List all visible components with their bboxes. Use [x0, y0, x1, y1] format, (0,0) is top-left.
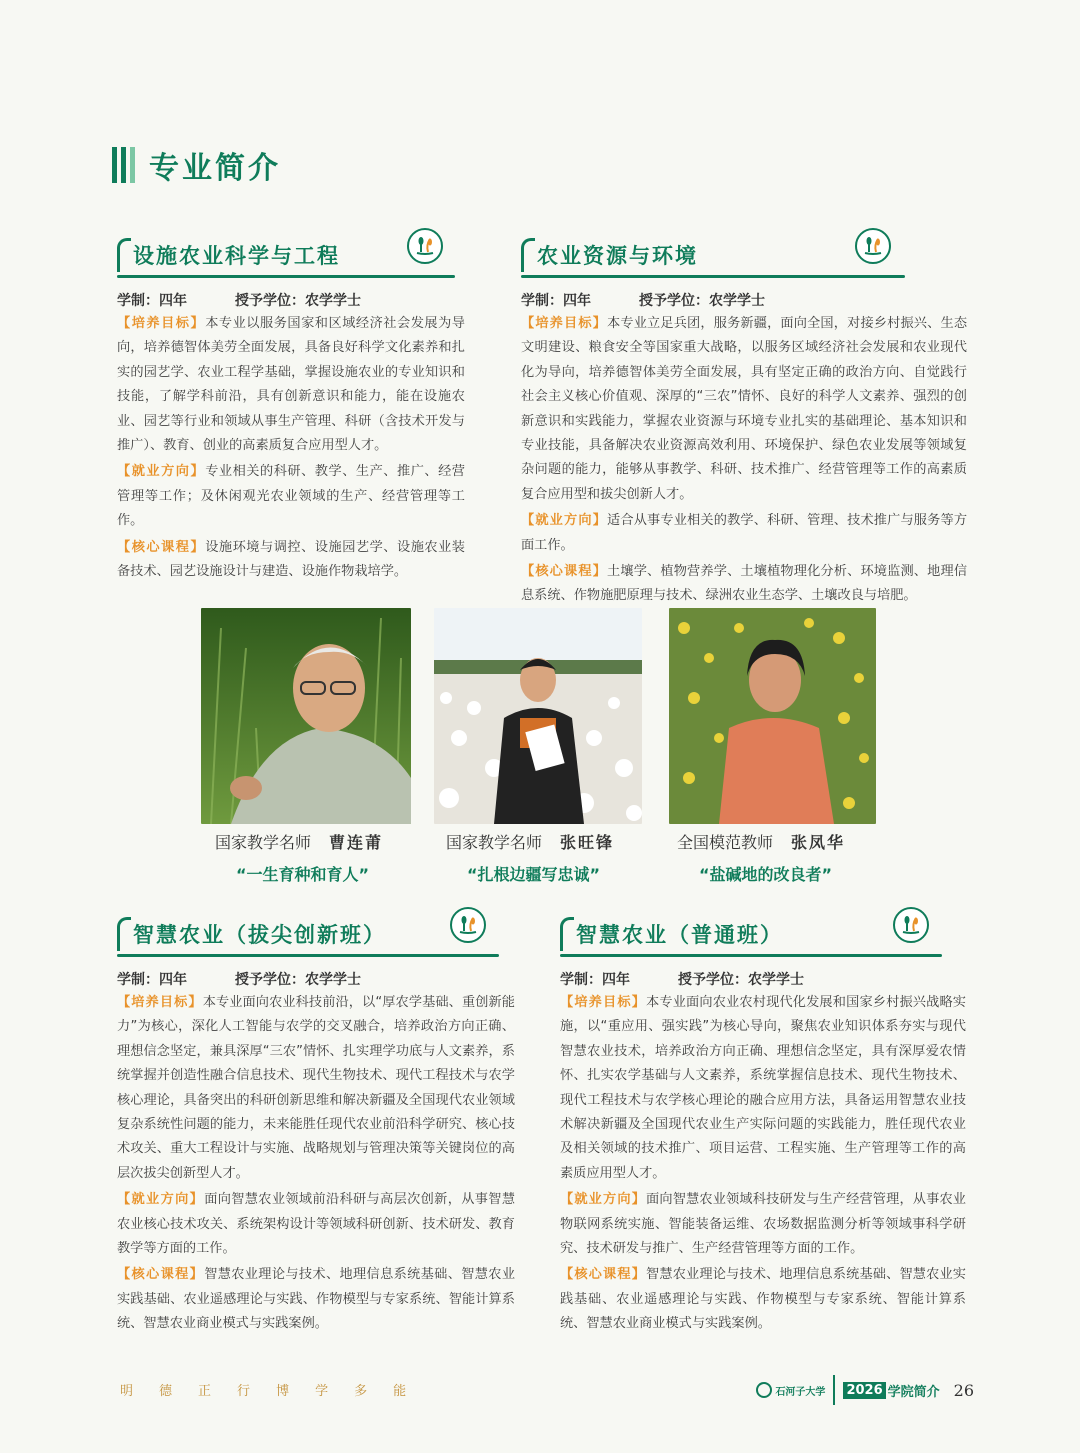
- plant-icon: [855, 228, 891, 264]
- career-paragraph: [117, 1188, 515, 1261]
- courses-paragraph: [560, 1263, 966, 1336]
- program-title: 农业资源与环境: [537, 244, 698, 268]
- university-name: 石河子大学: [775, 1386, 826, 1398]
- career-paragraph: [521, 509, 967, 558]
- degree-label: 授予学位：农学学士: [235, 972, 361, 988]
- program-facility-agriculture: [117, 228, 465, 584]
- motto-char: 明: [120, 1384, 134, 1399]
- motto-char: 行: [237, 1384, 251, 1399]
- teacher-name: 曹连莆: [329, 833, 384, 852]
- duration-label: 学制：四年: [117, 293, 187, 309]
- goal-paragraph: [117, 312, 465, 458]
- teacher-title: 国家教学名师: [215, 833, 312, 852]
- career-tag: 【就业方向】: [117, 1192, 205, 1208]
- courses-tag: 【核心课程】: [560, 1267, 647, 1283]
- degree-label: 授予学位：农学学士: [678, 972, 804, 988]
- courses-paragraph: [521, 560, 967, 609]
- brochure-title: 学院简介: [887, 1384, 940, 1400]
- degree-label: 授予学位：农学学士: [235, 293, 361, 309]
- courses-tag: 【核心课程】: [521, 564, 608, 580]
- plant-icon: [893, 907, 929, 943]
- program-smart-agriculture-elite: [117, 907, 515, 1337]
- teacher-photo-zhang-fenghua: [669, 608, 876, 824]
- teacher-caption: [677, 830, 845, 853]
- goal-paragraph: [117, 991, 515, 1186]
- courses-text: 智慧农业理论与技术、地理信息系统基础、智慧农业实践基础、农业遥感理论与实践、作物模型与专家系统、智能计算系统、智慧农业商业模式与实践案例。: [117, 1267, 516, 1332]
- teacher-photo-cao: [201, 608, 411, 824]
- career-tag: 【就业方向】: [117, 464, 206, 480]
- courses-paragraph: [117, 536, 465, 585]
- plant-icon: [450, 907, 486, 943]
- motto-char: 博: [276, 1384, 290, 1399]
- goal-paragraph: [521, 312, 967, 507]
- degree-label: 授予学位：农学学士: [639, 293, 765, 309]
- career-text: 适合从事专业相关的教学、科研、管理、技术推广与服务等方面工作。: [521, 513, 968, 553]
- goal-tag: 【培养目标】: [117, 316, 206, 331]
- program-meta: [560, 969, 966, 989]
- plant-icon: [407, 228, 443, 264]
- courses-paragraph: [117, 1263, 515, 1336]
- teacher-caption: [215, 830, 383, 853]
- program-meta: [117, 969, 515, 989]
- goal-paragraph: [560, 991, 966, 1186]
- courses-text: 设施环境与调控、设施园艺学、设施农业装备技术、园艺设施设计与建造、设施作物栽培学。: [117, 539, 465, 580]
- footer-divider: [833, 1375, 835, 1405]
- duration-label: 学制：四年: [521, 293, 591, 309]
- teacher-motto: “盐碱地的改良者”: [699, 865, 833, 884]
- motto-char: 多: [354, 1384, 368, 1399]
- section-bars-icon: [112, 147, 135, 183]
- teacher-caption: [446, 830, 614, 853]
- duration-label: 学制：四年: [117, 972, 187, 988]
- courses-tag: 【核心课程】: [117, 1267, 205, 1283]
- program-header: [560, 907, 966, 959]
- page-number: 26: [953, 1380, 974, 1400]
- teacher-name: 张凤华: [791, 833, 846, 852]
- goal-tag: 【培养目标】: [521, 316, 608, 331]
- goal-text: 本专业立足兵团，服务新疆，面向全国，对接乡村振兴、生态文明建设、粮食安全等国家重大战略，以服务区域经济社会发展和农业现代化为导向，培养德智体美劳全面发展，具有坚定正确的政治方向、自觉践行社会主义核心价值观、深厚的“三农”情怀、良好的科学人文素养、强烈的创新意识和实践能力，掌握农业资源与环境专业扎实的基础理论、基本知识和专业技能，具备解决农业资源高效利用、环境保护、绿色农业发展等领域复杂问题的能力，能够从事教学、科研、技术推广、经营管理等工作的高素质复合应用型和拔尖创新人才。: [521, 316, 968, 502]
- program-meta: [117, 290, 465, 310]
- section-title: 专业简介: [149, 151, 281, 186]
- university-emblem-icon: [756, 1382, 772, 1398]
- teacher-motto: “一生育种和育人”: [236, 865, 370, 884]
- teacher-motto: “扎根边疆写忠诚”: [467, 865, 601, 884]
- footer-motto: [120, 1380, 406, 1399]
- teacher-photo-zhang-wangfeng: [434, 608, 642, 824]
- career-text: 面向智慧农业领域科技研发与生产经营管理，从事农业物联网系统实施、智能装备运维、农场数据监测分析等领域事科学研究、技术研发与推广、生产经营管理等方面的工作。: [560, 1192, 966, 1257]
- motto-char: 德: [159, 1384, 173, 1399]
- courses-text: 智慧农业理论与技术、地理信息系统基础、智慧农业实践基础、农业遥感理论与实践、作物模型与专家系统、智能计算系统、智慧农业商业模式与实践案例。: [560, 1267, 966, 1332]
- goal-text: 本专业面向农业科技前沿，以“厚农学基础、重创新能力”为核心，深化人工智能与农学的交叉融合，培养政治方向正确、理想信念坚定，兼具深厚“三农”情怀、扎实理学功底与人文素养，系统掌握并创造性融合信息技术、现代生物技术、现代工程技术与农学核心理论，具备突出的科研创新思维和解决新疆及全国现代农业领域复杂系统性问题的能力，未来能胜任现代农业前沿科学研究、核心技术攻关、重大工程设计与实施、战略规划与管理决策等关键岗位的高层次拔尖创新型人才。: [117, 995, 515, 1181]
- courses-tag: 【核心课程】: [117, 539, 206, 555]
- career-text: 专业相关的科研、教学、生产、推广、经营管理等工作；及休闲观光农业领域的生产、经营管理等工作。: [117, 464, 465, 529]
- goal-tag: 【培养目标】: [117, 995, 203, 1010]
- brochure-year: 2026: [843, 1382, 885, 1399]
- duration-label: 学制：四年: [560, 972, 630, 988]
- motto-char: 学: [315, 1384, 329, 1399]
- program-title: 智慧农业（普通班）: [576, 923, 783, 947]
- program-smart-agriculture-regular: [560, 907, 966, 1337]
- teacher-title: 国家教学名师: [446, 833, 543, 852]
- program-meta: [521, 290, 967, 310]
- career-paragraph: [117, 460, 465, 533]
- motto-char: 能: [393, 1384, 407, 1399]
- program-header: [117, 907, 515, 959]
- teacher-name: 张旺锋: [560, 833, 615, 852]
- career-tag: 【就业方向】: [560, 1192, 647, 1208]
- section-header: [112, 145, 281, 185]
- program-header: [521, 228, 967, 280]
- career-text: 面向智慧农业领域前沿科研与高层次创新，从事智慧农业核心技术攻关、系统架构设计等领域科研创新、技术研发、教育教学等方面的工作。: [117, 1192, 516, 1257]
- courses-text: 土壤学、植物营养学、土壤植物理化分析、环境监测、地理信息系统、作物施肥原理与技术、绿洲农业生态学、土壤改良与培肥。: [521, 564, 968, 604]
- teacher-title: 全国模范教师: [677, 833, 774, 852]
- university-logo: [756, 1382, 825, 1398]
- footer-brand: [756, 1374, 974, 1406]
- program-title: 智慧农业（拔尖创新班）: [133, 923, 386, 947]
- goal-text: 本专业以服务国家和区域经济社会发展为导向，培养德智体美劳全面发展，具备良好科学文化素养和扎实的园艺学、农业工程学基础，掌握设施农业的专业知识和技能，了解学科前沿，具有创新意识和能力，能在设施农业、园艺等行业和领域从事生产管理、科研（含技术开发与推广）、教育、创业的高素质复合应用型人才。: [117, 316, 465, 454]
- career-paragraph: [560, 1188, 966, 1261]
- career-tag: 【就业方向】: [521, 513, 608, 529]
- program-title: 设施农业科学与工程: [133, 244, 340, 268]
- goal-text: 本专业面向农业农村现代化发展和国家乡村振兴战略实施，以“重应用、强实践”为核心导向，聚焦农业知识体系夯实与现代智慧农业技术，培养政治方向正确、理想信念坚定，具有深厚爱农情怀、扎实农学基础与人文素养，系统掌握信息技术、现代生物技术、现代工程技术与农学核心理论的融合应用方法，具备运用智慧农业技术解决新疆及全国现代农业生产实际问题的实践能力，胜任现代农业及相关领域的技术推广、项目运营、工程实施、生产管理等工作的高素质应用型人才。: [560, 995, 966, 1181]
- program-resources-environment: [521, 228, 967, 609]
- motto-char: 正: [198, 1384, 212, 1399]
- program-header: [117, 228, 465, 280]
- goal-tag: 【培养目标】: [560, 995, 647, 1010]
